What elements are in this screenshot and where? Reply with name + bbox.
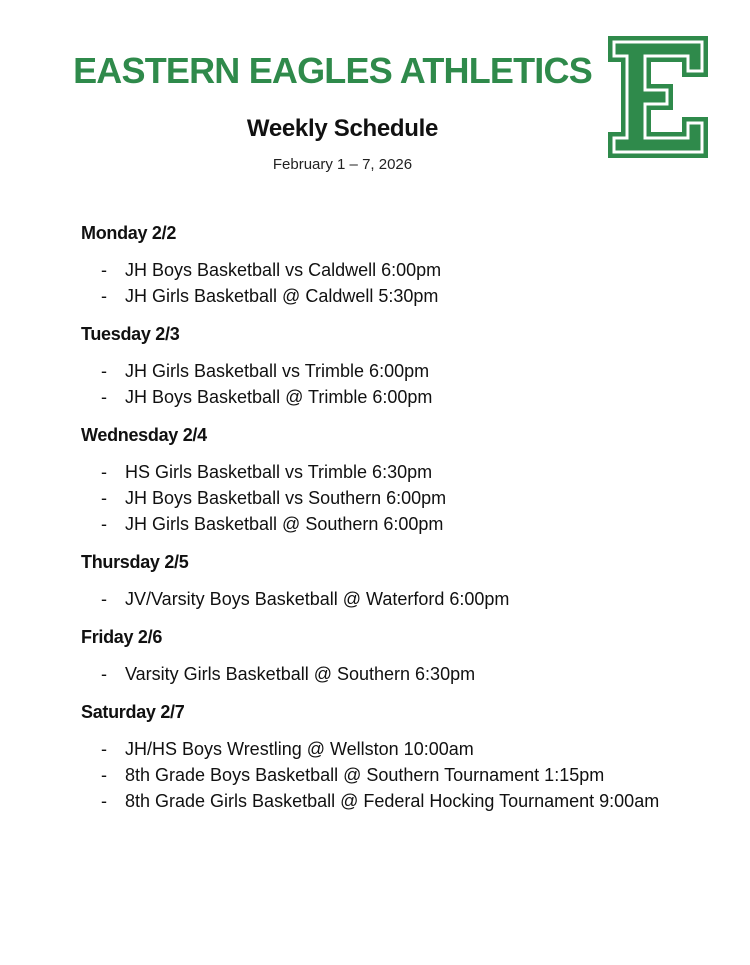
dash-bullet-icon: - (101, 361, 107, 381)
event-text: JH Boys Basketball vs Caldwell 6:00pm (125, 260, 442, 280)
event-item (81, 459, 681, 485)
event-list (81, 736, 681, 814)
dash-bullet-icon: - (101, 589, 107, 609)
event-text: JH Boys Basketball @ Trimble 6:00pm (125, 387, 433, 407)
day-heading: Tuesday 2/3 (81, 324, 180, 344)
event-text: 8th Grade Girls Basketball @ Federal Hocking Tournament 9:00am (125, 791, 660, 811)
dash-bullet-icon: - (101, 462, 107, 482)
event-item (81, 384, 681, 410)
event-text: HS Girls Basketball vs Trimble 6:30pm (125, 462, 433, 482)
day-section (81, 423, 681, 537)
dash-bullet-icon: - (101, 488, 107, 508)
event-item (81, 586, 681, 612)
event-item (81, 257, 681, 283)
day-list (81, 221, 681, 827)
schedule-title: Weekly Schedule (246, 115, 439, 142)
dash-bullet-icon: - (101, 739, 107, 759)
day-section (81, 221, 681, 309)
day-heading: Friday 2/6 (81, 627, 163, 647)
event-item (81, 358, 681, 384)
event-item (81, 661, 681, 687)
day-section (81, 322, 681, 410)
event-text: JH/HS Boys Wrestling @ Wellston 10:00am (125, 739, 474, 759)
day-heading: Thursday 2/5 (81, 552, 189, 572)
event-list (81, 586, 681, 612)
dash-bullet-icon: - (101, 514, 107, 534)
event-list (81, 459, 681, 537)
event-text: JH Boys Basketball vs Southern 6:00pm (125, 488, 447, 508)
event-text: JH Girls Basketball vs Trimble 6:00pm (125, 361, 430, 381)
event-item (81, 485, 681, 511)
day-section (81, 625, 681, 687)
date-range: February 1 – 7, 2026 (272, 156, 413, 173)
event-text: Varsity Girls Basketball @ Southern 6:30pm (125, 664, 476, 684)
dash-bullet-icon: - (101, 286, 107, 306)
event-item (81, 283, 681, 309)
event-item (81, 788, 681, 814)
event-item (81, 736, 681, 762)
day-section (81, 550, 681, 612)
event-text: JH Girls Basketball @ Caldwell 5:30pm (125, 286, 439, 306)
dash-bullet-icon: - (101, 765, 107, 785)
event-text: 8th Grade Boys Basketball @ Southern Tournament 1:15pm (125, 765, 605, 785)
org-title: EASTERN EAGLES ATHLETICS (73, 50, 592, 91)
dash-bullet-icon: - (101, 664, 107, 684)
dash-bullet-icon: - (101, 260, 107, 280)
event-item (81, 762, 681, 788)
day-section (81, 700, 681, 814)
event-text: JH Girls Basketball @ Southern 6:00pm (125, 514, 444, 534)
dash-bullet-icon: - (101, 387, 107, 407)
day-heading: Wednesday 2/4 (81, 425, 207, 445)
event-list (81, 257, 681, 309)
event-list (81, 661, 681, 687)
day-heading: Saturday 2/7 (81, 702, 185, 722)
day-heading: Monday 2/2 (81, 223, 177, 243)
event-item (81, 511, 681, 537)
dash-bullet-icon: - (101, 791, 107, 811)
event-list (81, 358, 681, 410)
event-text: JV/Varsity Boys Basketball @ Waterford 6:00pm (125, 589, 510, 609)
